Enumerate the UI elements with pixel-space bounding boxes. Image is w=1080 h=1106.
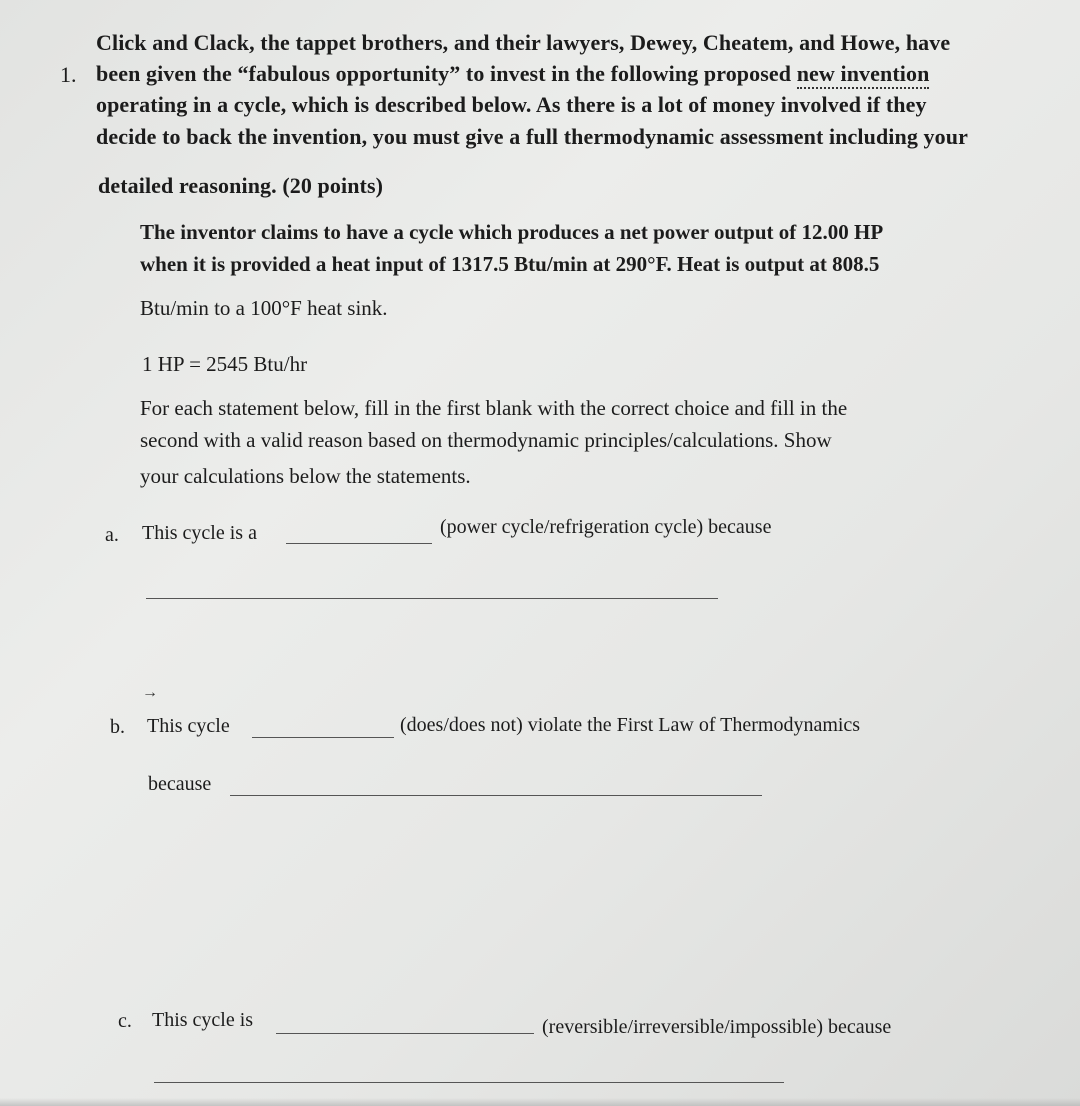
stray-pen-mark: → [142, 684, 158, 701]
question-line-2-text: been given the “fabulous opportunity” to invest in the following proposed [96, 61, 797, 86]
underlined-phrase: new invention [797, 61, 930, 89]
item-c-reason-blank[interactable] [154, 1082, 784, 1083]
question-line-1: Click and Clack, the tappet brothers, and their lawyers, Dewey, Cheatem, and Howe, have [96, 30, 951, 55]
claim-line-3: Btu/min to a 100°F heat sink. [140, 296, 388, 320]
claim-line-2: when it is provided a heat input of 1317.5 Btu/min at 290°F. Heat is output at 808.5 [140, 252, 880, 276]
item-b-label: b. [110, 716, 125, 738]
item-a-prefix: This cycle is a [142, 522, 257, 544]
item-b-reason-blank[interactable] [230, 795, 762, 796]
item-b-because: because [148, 773, 212, 795]
item-c-choices: (reversible/irreversible/impossible) because [542, 1016, 892, 1038]
item-c-label: c. [118, 1010, 132, 1032]
question-line-5: detailed reasoning. (20 points) [98, 173, 384, 198]
instructions-line-2: second with a valid reason based on thermodynamic principles/calculations. Show [140, 428, 832, 452]
question-number: 1. [60, 62, 77, 87]
bottom-edge-shadow [0, 1098, 1080, 1106]
claim-line-1: The inventor claims to have a cycle which produces a net power output of 12.00 HP [140, 220, 884, 244]
question-line-3: operating in a cycle, which is described below. As there is a lot of money involved if they [96, 92, 927, 117]
item-a-label: a. [105, 524, 119, 546]
item-a-choices: (power cycle/refrigeration cycle) because [440, 516, 772, 538]
item-b-choices: (does/does not) violate the First Law of Thermodynamics [400, 714, 861, 736]
instructions-line-3: your calculations below the statements. [140, 464, 471, 488]
item-a-choice-blank[interactable] [286, 543, 432, 544]
item-b-choice-blank[interactable] [252, 737, 394, 738]
item-c-prefix: This cycle is [152, 1009, 254, 1031]
item-b-prefix: This cycle [147, 715, 230, 737]
question-line-2 [96, 61, 929, 87]
question-line-4: decide to back the invention, you must give a full thermodynamic assessment including your [96, 124, 968, 149]
item-a-reason-blank[interactable] [146, 598, 718, 599]
item-c-choice-blank[interactable] [276, 1033, 534, 1034]
instructions-line-1: For each statement below, fill in the first blank with the correct choice and fill in the [140, 396, 848, 420]
conversion-factor: 1 HP = 2545 Btu/hr [142, 352, 308, 376]
